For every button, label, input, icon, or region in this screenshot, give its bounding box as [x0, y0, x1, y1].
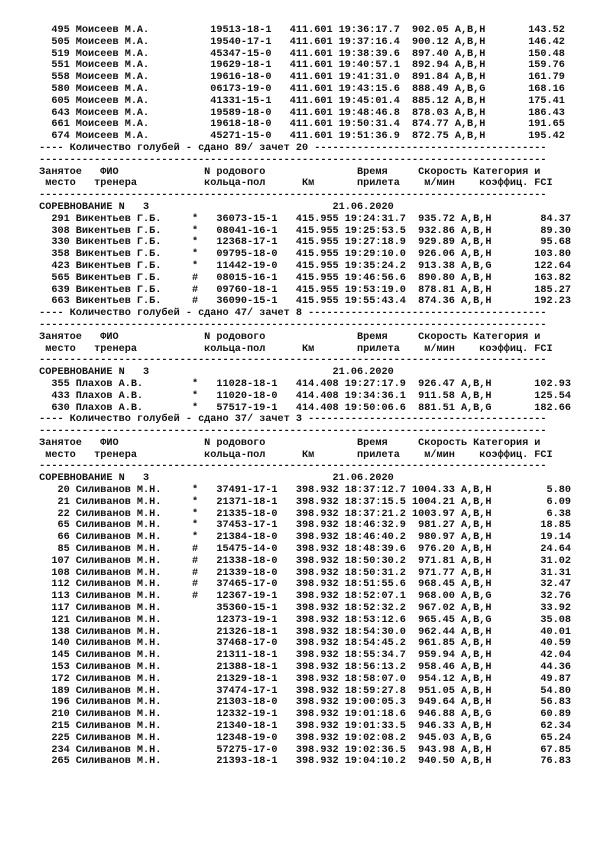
result-line: Занятое ФИО N родового Время Скорость Категория и	[33, 437, 541, 449]
result-line: 140 Силиванов М.Н. 37468-17-0 398.932 18:54:45.2 961.85 А,В,Н 40.59	[33, 638, 571, 650]
result-line: 225 Силиванов М.Н. 12348-19-0 398.932 19:02:08.2 945.03 А,В,G 65.24	[33, 732, 571, 744]
result-line: место тренера кольца-пол Км прилета м/мин коэффиц. FCI	[33, 449, 553, 461]
result-line: 117 Силиванов М.Н. 35360-15-1 398.932 18:52:32.2 967.02 А,В,Н 33.92	[33, 603, 571, 615]
result-line: 291 Викентьев Г.Б. * 36073-15-1 415.955 19:24:31.7 935.72 А,В,Н 84.37	[33, 213, 571, 225]
result-line: 210 Силиванов М.Н. 12332-19-1 398.932 19:01:18.6 946.88 А,В,G 60.89	[33, 709, 571, 721]
result-line: СОРЕВНОВАНИЕ N 3 21.06.2020	[33, 201, 394, 213]
result-line: 358 Викентьев Г.Б. * 09795-18-0 415.955 19:29:10.0 926.06 А,В,Н 103.80	[33, 249, 571, 261]
result-line: 565 Викентьев Г.Б. # 08015-16-1 415.955 19:46:56.6 890.80 А,В,Н 163.82	[33, 272, 571, 284]
result-line: 639 Викентьев Г.Б. # 09760-18-1 415.955 19:53:19.0 878.81 А,В,Н 185.27	[33, 284, 571, 296]
result-line: СОРЕВНОВАНИЕ N 3 21.06.2020	[33, 367, 394, 379]
result-line: 674 Моисеев М.А. 45271-15-0 411.601 19:51:36.9 872.75 А,В,Н 195.42	[33, 131, 565, 143]
result-line: -----------------------------------------------------------------------------------	[33, 461, 547, 473]
result-line: 145 Силиванов М.Н. 21311-18-1 398.932 18:55:34.7 959.94 А,В,Н 42.04	[33, 650, 571, 662]
result-line: 433 Плахов А.В. * 11020-18-0 414.408 19:34:36.1 911.58 А,В,Н 125.54	[33, 390, 571, 402]
result-line: 661 Моисеев М.А. 19618-18-0 411.601 19:50:31.4 874.77 А,В,Н 191.65	[33, 119, 565, 131]
result-line: место тренера кольца-пол Км прилета м/мин коэффиц. FCI	[33, 178, 553, 190]
result-line: 355 Плахов А.В. * 11028-18-1 414.408 19:27:17.9 926.47 А,В,Н 102.93	[33, 378, 571, 390]
result-line: 112 Силиванов М.Н. # 37465-17-0 398.932 18:51:55.6 968.45 А,В,Н 32.47	[33, 579, 571, 591]
result-line: 20 Силиванов М.Н. * 37491-17-1 398.932 18:37:12.7 1004.33 А,В,Н 5.80	[33, 485, 571, 497]
result-line: 113 Силиванов М.Н. # 12367-19-1 398.932 18:52:07.1 968.00 А,В,G 32.76	[33, 591, 571, 603]
result-line: 21 Силиванов М.Н. * 21371-18-1 398.932 18:37:15.5 1004.21 А,В,Н 6.09	[33, 496, 571, 508]
result-line: 519 Моисеев М.А. 45347-15-0 411.601 19:38:39.6 897.40 А,В,Н 150.48	[33, 48, 565, 60]
result-line: 580 Моисеев М.А. 06173-19-0 411.601 19:43:15.6 888.49 А,В,G 168.16	[33, 83, 565, 95]
result-line: Занятое ФИО N родового Время Скорость Категория и	[33, 331, 541, 343]
result-line: ---- Количество голубей - сдано 37/ зачет 3 ---------------------------------------	[33, 414, 547, 426]
result-line: 630 Плахов А.В. * 57517-19-1 414.408 19:50:06.6 881.51 А,В,G 182.66	[33, 402, 571, 414]
result-line: 423 Викентьев Г.Б. * 11442-19-0 415.955 19:35:24.2 913.38 А,В,G 122.64	[33, 260, 571, 272]
result-line: 234 Силиванов М.Н. 57275-17-0 398.932 19:02:36.5 943.98 А,В,Н 67.85	[33, 744, 571, 756]
result-line: 551 Моисеев М.А. 19629-18-1 411.601 19:40:57.1 892.94 А,В,Н 159.76	[33, 60, 565, 72]
result-line: 643 Моисеев М.А. 19589-18-0 411.601 19:48:46.8 878.03 А,В,Н 186.43	[33, 107, 565, 119]
result-line: ---- Количество голубей - сдано 89/ зачет 20 --------------------------------------	[33, 142, 547, 154]
result-line: 172 Силиванов М.Н. 21329-18-1 398.932 18:58:07.0 954.12 А,В,Н 49.87	[33, 673, 571, 685]
result-line: 495 Моисеев М.А. 19513-18-1 411.601 19:36:17.7 902.05 А,В,Н 143.52	[33, 25, 565, 36]
result-line: 196 Силиванов М.Н. 21303-18-0 398.932 19:00:05.3 949.64 А,В,Н 56.83	[33, 697, 571, 709]
result-line: 605 Моисеев М.А. 41331-15-1 411.601 19:45:01.4 885.12 А,В,Н 175.41	[33, 95, 565, 107]
result-line: 215 Силиванов М.Н. 21340-18-1 398.932 19:01:33.5 946.33 А,В,Н 62.34	[33, 721, 571, 733]
result-line: 189 Силиванов М.Н. 37474-17-1 398.932 18:59:27.8 951.05 А,В,Н 54.80	[33, 685, 571, 697]
result-line: -----------------------------------------------------------------------------------	[33, 154, 547, 166]
result-line: место тренера кольца-пол Км прилета м/мин коэффиц. FCI	[33, 343, 553, 355]
result-line: 108 Силиванов М.Н. # 21339-18-0 398.932 18:50:31.2 971.77 А,В,Н 31.31	[33, 567, 571, 579]
result-line: -----------------------------------------------------------------------------------	[33, 319, 547, 331]
result-line: 265 Силиванов М.Н. 21393-18-1 398.932 19:04:10.2 940.50 А,В,Н 76.83	[33, 756, 571, 768]
result-line: 121 Силиванов М.Н. 12373-19-1 398.932 18:53:12.6 965.45 А,В,G 35.08	[33, 614, 571, 626]
result-line: 65 Силиванов М.Н. * 37453-17-1 398.932 18:46:32.9 981.27 А,В,Н 18.85	[33, 520, 571, 532]
result-line: 505 Моисеев М.А. 19540-17-1 411.601 19:37:16.4 900.12 А,В,Н 146.42	[33, 36, 565, 48]
result-line: 66 Силиванов М.Н. * 21384-18-0 398.932 18:46:40.2 980.97 А,В,Н 19.14	[33, 532, 571, 544]
result-line: СОРЕВНОВАНИЕ N 3 21.06.2020	[33, 473, 394, 485]
result-line: 663 Викентьев Г.Б. # 36090-15-1 415.955 19:55:43.4 874.36 А,В,Н 192.23	[33, 296, 571, 308]
result-line: 308 Викентьев Г.Б. * 08041-16-1 415.955 19:25:53.5 932.86 А,В,Н 89.30	[33, 225, 571, 237]
result-line: 107 Силиванов М.Н. # 21338-18-0 398.932 18:50:30.2 971.81 А,В,Н 31.02	[33, 555, 571, 567]
result-line: 153 Силиванов М.Н. 21388-18-1 398.932 18:56:13.2 958.46 А,В,Н 44.36	[33, 662, 571, 674]
result-line: -----------------------------------------------------------------------------------	[33, 355, 547, 367]
result-line: -----------------------------------------------------------------------------------	[33, 190, 547, 202]
result-line: 85 Силиванов М.Н. # 15475-14-0 398.932 18:48:39.6 976.20 А,В,Н 24.64	[33, 544, 571, 556]
result-line: 558 Моисеев М.А. 19616-18-0 411.601 19:41:31.0 891.84 А,В,Н 161.79	[33, 72, 565, 84]
result-line: 22 Силиванов М.Н. * 21335-18-0 398.932 18:37:21.2 1003.97 А,В,Н 6.38	[33, 508, 571, 520]
result-line: 330 Викентьев Г.Б. * 12368-17-1 415.955 19:27:18.9 929.89 А,В,Н 95.68	[33, 237, 571, 249]
race-results-document	[33, 25, 571, 768]
result-line: -----------------------------------------------------------------------------------	[33, 426, 547, 438]
result-line: 138 Силиванов М.Н. 21326-18-1 398.932 18:54:30.0 962.44 А,В,Н 40.01	[33, 626, 571, 638]
result-line: Занятое ФИО N родового Время Скорость Категория и	[33, 166, 541, 178]
result-line: ---- Количество голубей - сдано 47/ зачет 8 ---------------------------------------	[33, 308, 547, 320]
